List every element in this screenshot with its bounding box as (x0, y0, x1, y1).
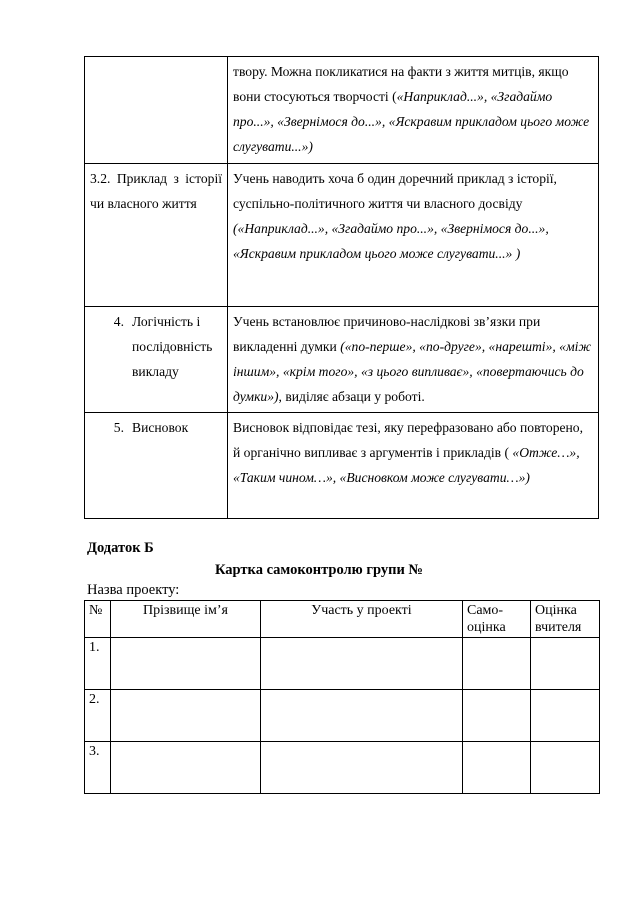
description-text: Висновок відповідає тезі, яку перефразовано або повторено, й органічно випливає з аргументів і прикладів ( (233, 420, 584, 460)
card-title: Картка самоконтролю групи № (214, 562, 424, 578)
header-teacher-grade: Оцінка вчителя (531, 601, 600, 638)
criterion-description-cell (228, 307, 599, 413)
criteria-table (84, 56, 599, 519)
participation-cell[interactable] (261, 638, 463, 690)
description-tail: , виділяє абзаци у роботі. (278, 389, 425, 404)
participation-cell[interactable] (261, 690, 463, 742)
criterion-label-cell (85, 413, 228, 519)
description-phrases: («Наприклад...», «Згадаймо про...», «Звернімося до...», «Яскравим прикладом цього може слугувати...» ) (233, 221, 549, 261)
table-header-row (85, 601, 600, 638)
description-text: Учень встановлює причиново-наслідкові зв’язки при викладенні думки (233, 314, 541, 354)
description-phrases: («по-перше», «по-друге», «нарешті», «між іншим», «крім того», «з цього випливає», «повертаючись до думки») (233, 339, 592, 404)
table-row (85, 413, 599, 519)
criterion-label-cell (85, 164, 228, 307)
name-cell[interactable] (111, 638, 261, 690)
table-row (85, 164, 599, 307)
teacher-grade-cell[interactable] (531, 742, 600, 794)
teacher-grade-cell[interactable] (531, 638, 600, 690)
header-participation: Участь у проекті (261, 601, 463, 638)
description-phrases: «Наприклад...», «Згадаймо про...», «Звернімося до...», «Яскравим прикладом цього може слугувати...») (233, 89, 590, 154)
self-assessment-cell[interactable] (463, 638, 531, 690)
table-row (85, 57, 599, 164)
table-row (85, 742, 600, 794)
header-name: Прізвище ім’я (111, 601, 261, 638)
numbered-label (90, 309, 222, 384)
header-self-assessment: Само-оцінка (463, 601, 531, 638)
appendix-title: Додаток Б (87, 540, 154, 556)
description-text: Учень наводить хоча б один доречний приклад з історії, суспільно-політичного життя чи власного досвіду (233, 171, 557, 211)
participation-cell[interactable] (261, 742, 463, 794)
criterion-label: Логічність і послідовність викладу (132, 314, 213, 379)
numbered-label (90, 415, 222, 440)
name-cell[interactable] (111, 690, 261, 742)
table-row (85, 307, 599, 413)
table-row (85, 690, 600, 742)
self-assessment-cell[interactable] (463, 742, 531, 794)
table-row (85, 638, 600, 690)
row-number: 2. (85, 690, 111, 742)
project-name-label: Назва проекту: (87, 582, 180, 598)
name-cell[interactable] (111, 742, 261, 794)
criterion-number: 5. (113, 420, 124, 435)
row-number: 3. (85, 742, 111, 794)
criterion-label: Висновок (132, 420, 189, 435)
self-assessment-cell[interactable] (463, 690, 531, 742)
description-phrases: «Отже…», «Таким чином…», «Висновком може слугувати…») (233, 445, 580, 485)
row-number: 1. (85, 638, 111, 690)
criterion-description-cell (228, 413, 599, 519)
description-text: твору. Можна покликатися на факти з життя митців, якщо вони стосуються творчості ( (233, 64, 569, 104)
criterion-label-cell (85, 307, 228, 413)
criterion-number: 4. (113, 314, 124, 329)
criterion-label: 3.2. Приклад з історії чи власного життя (90, 171, 222, 211)
teacher-grade-cell[interactable] (531, 690, 600, 742)
criterion-label-cell (85, 57, 228, 164)
self-control-table (84, 600, 600, 794)
criterion-description-cell (228, 164, 599, 307)
criterion-description-cell (228, 57, 599, 164)
header-number: № (85, 601, 111, 638)
